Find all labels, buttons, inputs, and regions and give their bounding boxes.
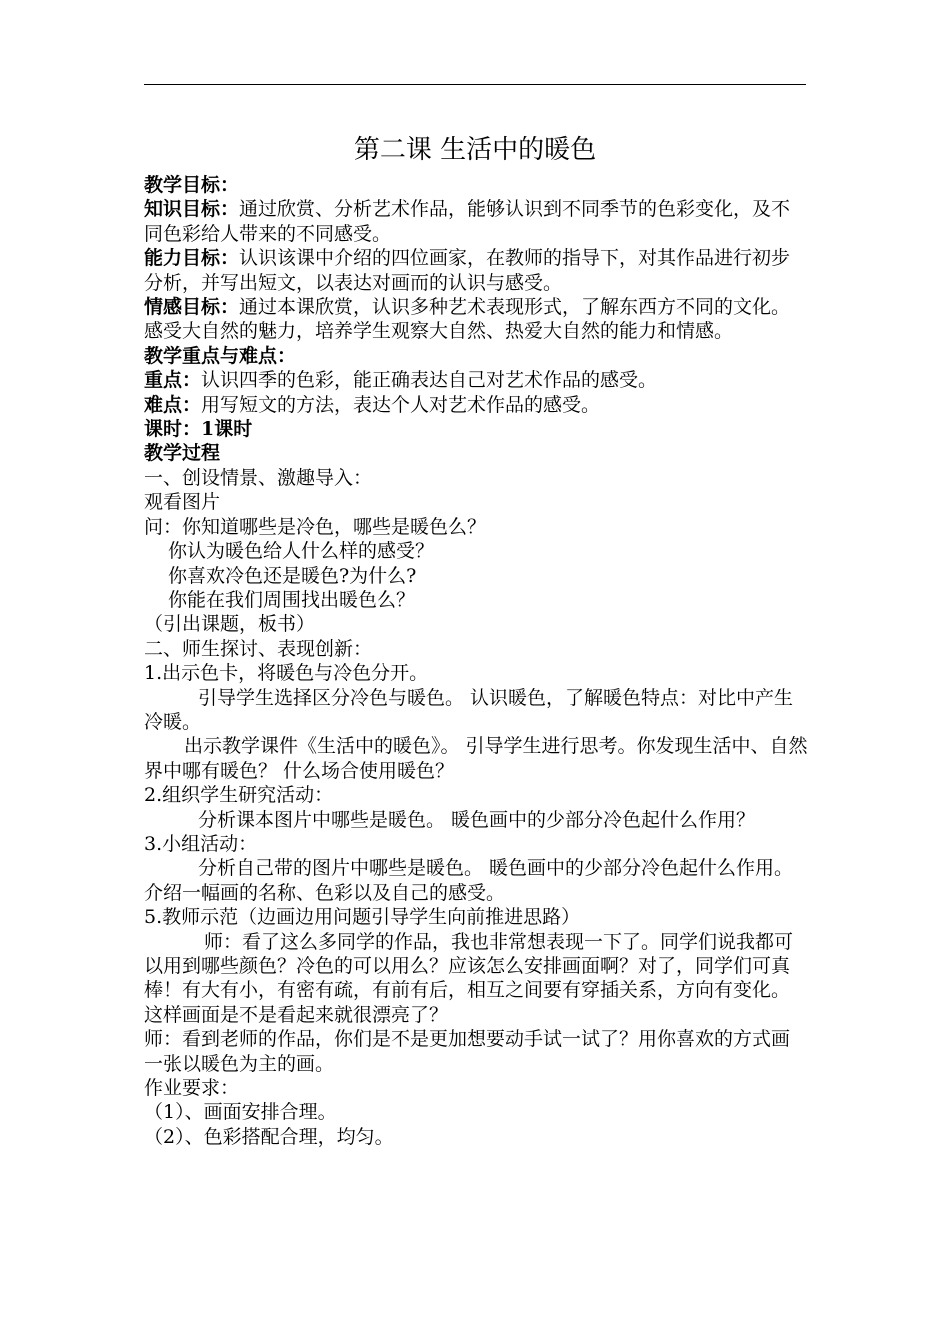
ability-objective-label: 能力目标： — [144, 247, 240, 270]
process-line: 一、创设情景、激趣导入： — [144, 466, 373, 489]
process-line: 作业要求： — [144, 1077, 240, 1100]
ability-objective-text: 认识该课中介绍的四位画家，在教师的指导下，对其作品进行初步分析，并写出短文，以表达对画而的认识与感受。 — [144, 247, 791, 294]
knowledge-objective-text: 通过欣赏、分析艺术作品，能够认识到不同季节的色彩变化，及不同色彩给人带来的不同感受。 — [144, 198, 791, 245]
process-line: 引导学生选择区分冷色与暖色。 认识暖色，了解暖色特点：对比中产生冷暖。 — [144, 686, 794, 733]
emotion-objective-text: 通过本课欣赏，认识多种艺术表现形式，了解东西方不同的文化。感受大自然的魅力，培养学生观察大自然、热爱大自然的能力和情感。 — [144, 296, 791, 343]
process-line: 师：看了这么多同学的作品，我也非常想表现一下了。同学们说我都可以用到哪些颜色？冷色的可以用么？应该怎么安排画面啊？对了，同学们可真棒！有大有小，有密有疏，有前有后，相互之间要有穿插关系，方向有变化。这样画面是不是看起来就很漂亮了？ — [144, 930, 794, 1026]
process-line: 二、师生探讨、表现创新： — [144, 637, 373, 660]
emotion-objective — [144, 295, 808, 344]
process-line: 分析自己带的图片中哪些是暖色。 暖色画中的少部分冷色起什么作用。 介绍一幅画的名称、色彩以及自己的感受。 — [144, 857, 794, 904]
class-hours: 课时：1课时 — [144, 418, 253, 441]
process-line: 出示教学课件《生活中的暖色》。 引导学生进行思考。你发现生活中、自然界中哪有暖色？ 什么场合使用暖色？ — [144, 735, 808, 782]
difficulty-point-label: 难点： — [144, 393, 202, 416]
difficulty-point-text: 用写短文的方法，表达个人对艺术作品的感受。 — [201, 393, 601, 416]
objectives-heading: 教学目标： — [144, 174, 240, 196]
focus-point-label: 重点： — [144, 369, 202, 392]
process-line: 2.组织学生研究活动： — [144, 784, 334, 807]
process-line: 1.出示色卡，将暖色与冷色分开。 — [144, 662, 429, 685]
lesson-plan-body — [144, 173, 808, 1149]
process-line: 你认为暖色给人什么样的感受？ — [168, 540, 435, 563]
process-line: 5.教师示范（边画边用问题引导学生向前推进思路） — [144, 906, 581, 929]
header-rule — [144, 84, 806, 85]
knowledge-objective — [144, 197, 808, 246]
process-line: 3.小组活动： — [144, 832, 258, 855]
knowledge-objective-label: 知识目标： — [144, 198, 240, 221]
process-heading: 教学过程 — [144, 442, 221, 465]
process-line: 问：你知道哪些是冷色，哪些是暖色么？ — [144, 515, 487, 538]
process-line: （1）、画面安排合理。 — [144, 1101, 337, 1124]
process-line: 师：看到老师的作品，你们是不是更加想要动手试一试了？用你喜欢的方式画一张以暖色为主的画。 — [144, 1028, 791, 1075]
difficulty-point — [144, 393, 808, 417]
process-line: 分析课本图片中哪些是暖色。 暖色画中的少部分冷色起什么作用？ — [198, 808, 756, 831]
process-line: （引出课题，板书） — [144, 613, 316, 636]
process-line: 你喜欢冷色还是暖色?为什么? — [168, 564, 417, 587]
focus-point — [144, 368, 808, 392]
emotion-objective-label: 情感目标： — [144, 296, 240, 319]
process-line: 你能在我们周围找出暖色么？ — [168, 588, 416, 611]
process-line: 观看图片 — [144, 491, 221, 514]
page-title: 第二课 生活中的暖色 — [353, 135, 597, 165]
focus-point-text: 认识四季的色彩，能正确表达自己对艺术作品的感受。 — [201, 369, 658, 392]
ability-objective — [144, 246, 808, 295]
process-line: （2）、色彩搭配合理，均匀。 — [144, 1125, 394, 1148]
key-points-heading: 教学重点与难点： — [144, 344, 297, 367]
